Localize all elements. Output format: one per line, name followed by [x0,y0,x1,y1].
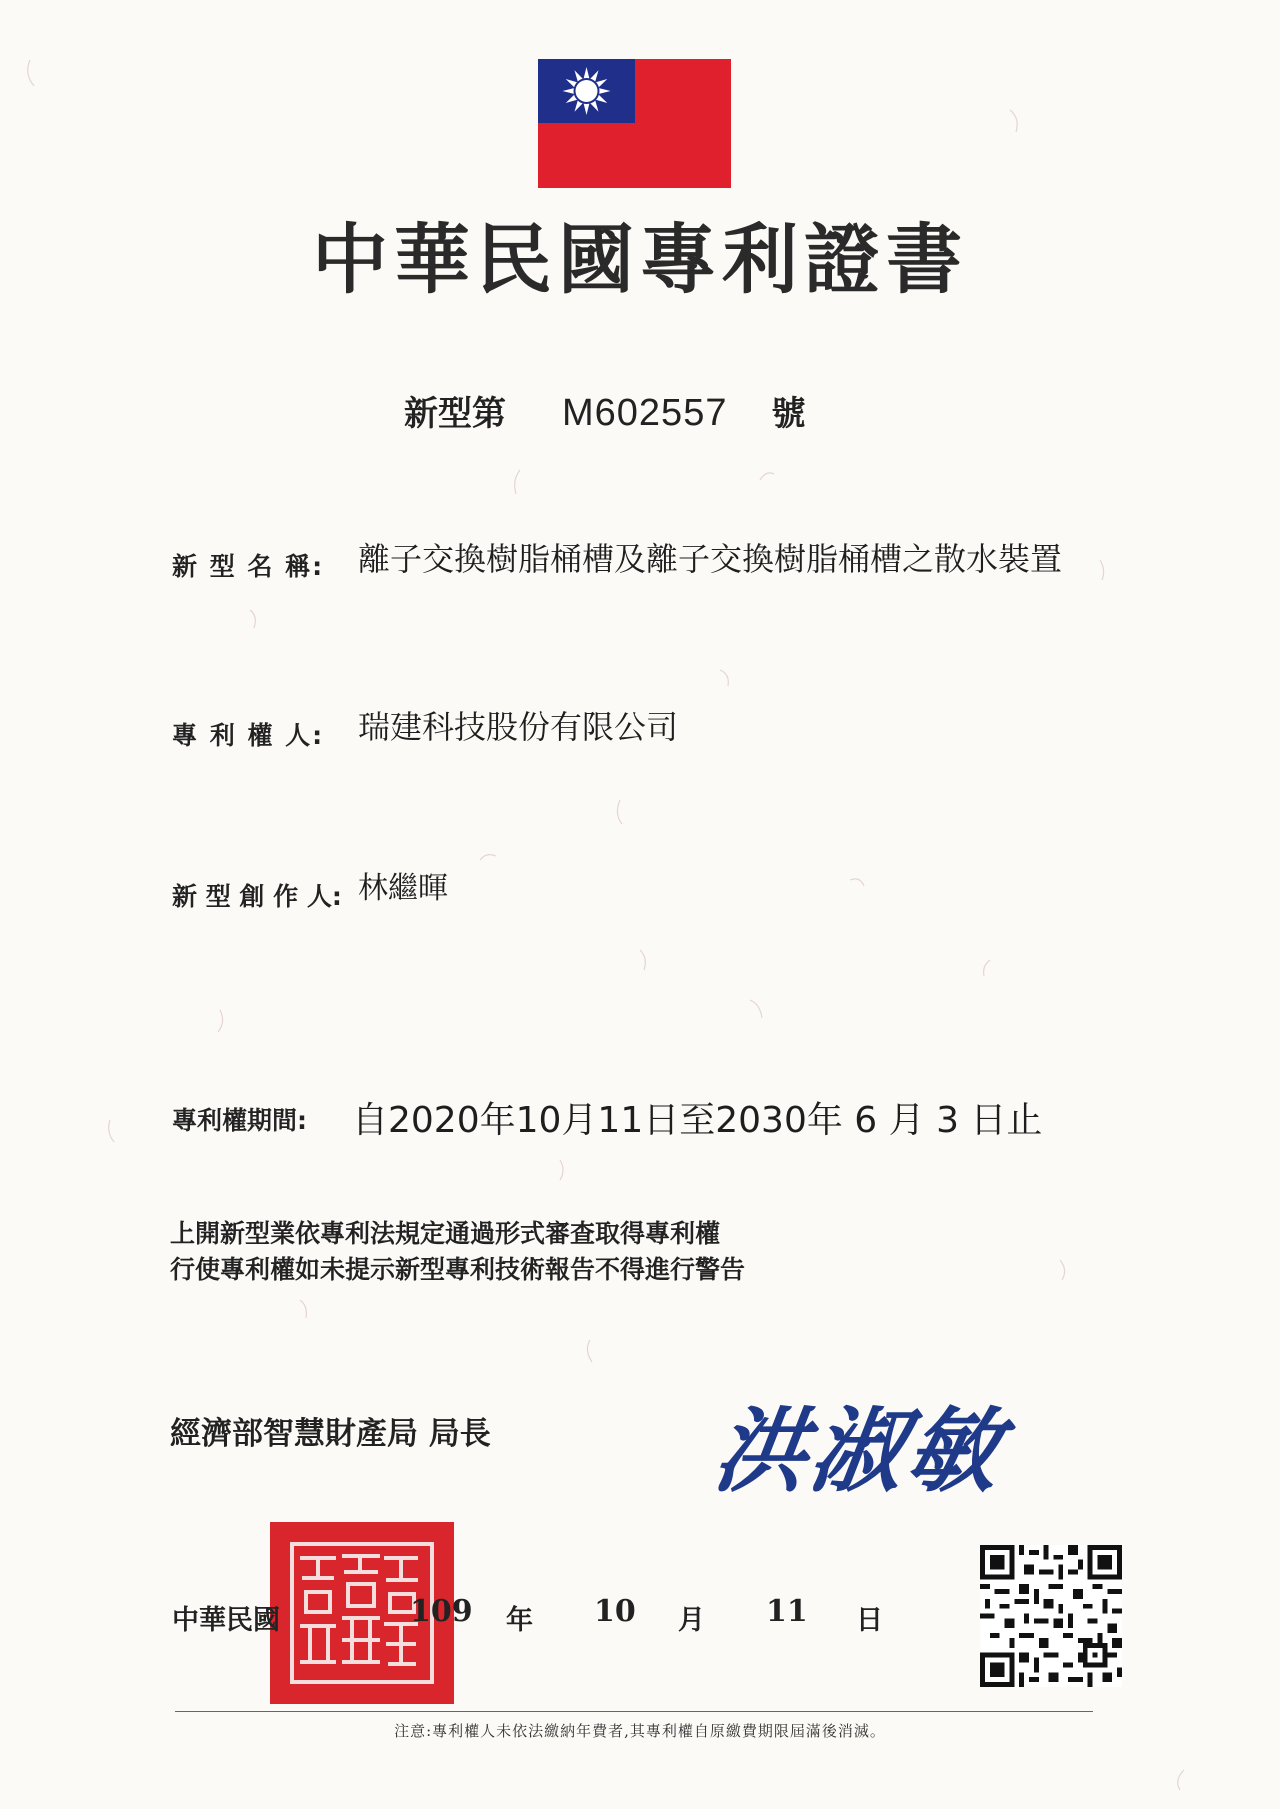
name-label: 新 型 名 稱: [172,552,325,581]
creator-value: 林繼暉 [358,871,448,906]
date-day: 11 [766,1594,808,1629]
director-signature: 洪淑敏 [707,1397,1011,1505]
footnote: 注意:專利權人未依法繳納年費者,其專利權自原繳費期限屆滿後消滅。 [394,1722,886,1740]
date-month: 10 [594,1594,636,1629]
patent-number-suffix: 號 [771,394,806,434]
creator-label: 新 型 創 作 人: [172,882,342,911]
date-year-label: 年 [506,1605,533,1636]
certificate-title: 中華民國專利證書 [312,215,968,304]
issuer-title: 經濟部智慧財產局 局長 [170,1416,491,1452]
name-value: 離子交換樹脂桶槽及離子交換樹脂桶槽之散水裝置 [358,540,1063,578]
owner-value: 瑞建科技股份有限公司 [358,708,679,746]
owner-label: 專 利 權 人: [172,721,325,750]
term-value: 自2020年10月11日至2030年 6 月 3 日止 [352,1100,1043,1141]
date-day-label: 日 [856,1605,883,1636]
date-era: 中華民國 [172,1605,280,1636]
patent-number-value: M602557 [562,392,728,434]
patent-number [404,386,805,435]
qr-code-icon[interactable] [980,1545,1122,1687]
patent-number-prefix: 新型第 [404,394,506,434]
date-year: 109 [410,1594,473,1629]
term-label: 專利權期間: [172,1106,307,1135]
roc-flag-icon [538,59,731,188]
notice-line-1: 上開新型業依專利法規定通過形式審查取得專利權 [170,1219,721,1248]
footer-divider [175,1711,1093,1712]
notice-line-2: 行使專利權如未提示新型專利技術報告不得進行警告 [170,1255,746,1284]
date-month-label: 月 [678,1605,705,1636]
